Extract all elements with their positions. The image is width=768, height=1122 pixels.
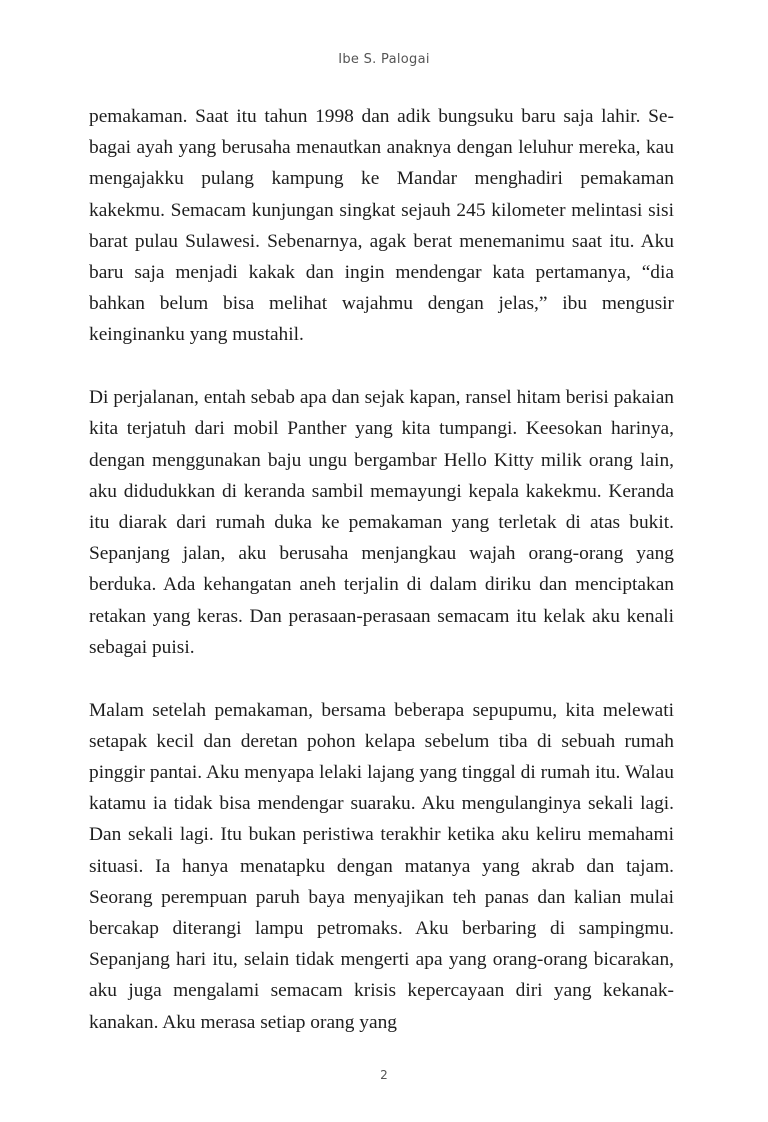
running-header-author: Ibe S. Palogai <box>338 52 430 67</box>
body-text <box>89 101 674 1038</box>
paragraph-3: Malam setelah pemakaman, bersama beberapa sepupumu, kita melewati setapak kecil dan deretan pohon kelapa sebelum tiba di sebuah rumah pinggir pantai. Aku menyapa lelaki lajang yang tinggal di rumah itu. Walau katamu ia tidak bisa mendengar suaraku. Aku mengulanginya sekali lagi. Dan sekali lagi. Itu bukan peristiwa terakhir ketika aku keliru memahami situasi. Ia hanya menatapku dengan matanya yang akrab dan tajam. Seorang perempuan paruh baya menyajikan teh panas dan kalian mulai bercakap diterangi lampu petromaks. Aku berbaring di sampingmu. Sepanjang hari itu, selain tidak mengerti apa yang orang-orang bicarakan, aku juga mengalami semacam krisis kepercayaan diri yang kekanak-kanakan. Aku merasa setiap orang yang <box>89 699 674 1033</box>
paragraph-2: Di perjalanan, entah sebab apa dan sejak kapan, ransel hitam berisi pakaian kita terjatuh dari mobil Panther yang kita tumpangi. Keesokan harinya, dengan menggunakan baju ungu bergambar Hello Kitty milik orang lain, aku didudukkan di keranda sambil memayungi kepala kakekmu. Keranda itu diarak dari rumah duka ke pemakaman yang terletak di atas bukit. Sepanjang jalan, aku berusaha menjangkau wajah orang-orang yang berduka. Ada kehangatan aneh terjalin di dalam diriku dan menciptakan retakan yang keras. Dan perasaan-perasaan semacam itu kelak aku kenali sebagai puisi. <box>89 387 674 658</box>
page-number: 2 <box>380 1068 388 1082</box>
paragraph-1: pemakaman. Saat itu tahun 1998 dan adik bungsuku baru saja lahir. Sebagai ayah yang berusaha menautkan anaknya dengan leluhur mereka, kau mengajakku pulang kampung ke Mandar menghadiri pemakaman kakekmu. Semacam kunjungan singkat sejauh 245 kilometer melintasi sisi barat pulau Sulawesi. Sebenarnya, agak berat menemanimu saat itu. Aku baru saja menjadi kakak dan ingin mendengar kata pertamanya, “dia bahkan belum bisa melihat wajahmu dengan jelas,” ibu mengusir keinginanku yang mustahil. <box>89 106 674 346</box>
